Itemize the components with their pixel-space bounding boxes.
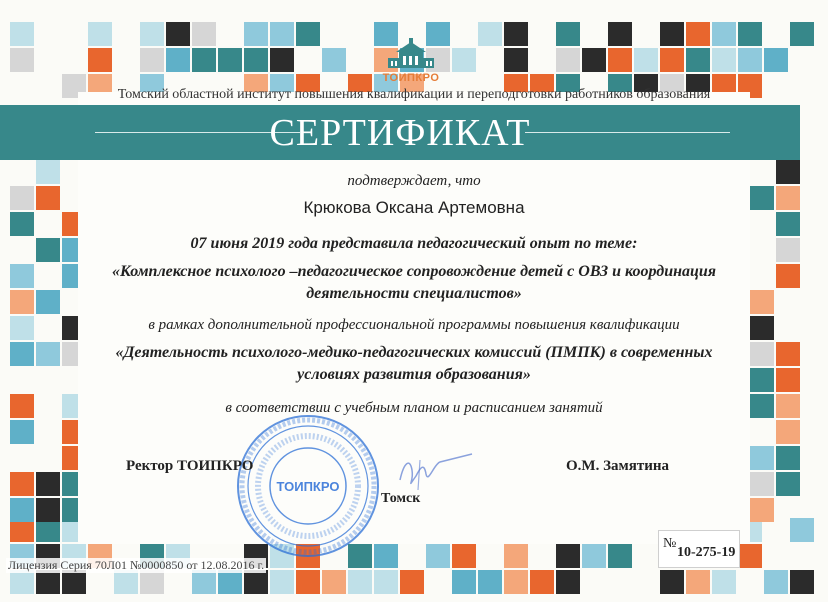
program-intro: в рамках дополнительной профессиональной программы повышения квалификации [148, 317, 680, 333]
title-banner [0, 105, 800, 160]
topic-line-2: деятельности специалистов» [306, 285, 522, 302]
institute-logo [366, 38, 456, 88]
institute-name: Томский областной институт повышения квалификации и переподготовки работников образования [117, 87, 711, 102]
certificate-title: СЕРТИФИКАТ [269, 112, 531, 154]
city: Томск [381, 491, 421, 506]
number-sign: № [663, 536, 677, 551]
topic-line-1: «Комплексное психолого –педагогическое сопровождение детей с ОВЗ и координация [111, 263, 717, 280]
official-stamp [228, 408, 388, 558]
certificate-number: 10-275-19 [677, 545, 736, 560]
certificate-number-box [658, 530, 740, 568]
license-text: Лицензия Серия 70Л01 №0000850 от 12.08.2016 г. [8, 558, 265, 572]
date-line: 07 июня 2019 года представила педагогический опыт по теме: [190, 235, 638, 252]
signatory-name: О.М. Замятина [566, 458, 669, 474]
recipient-name: Крюкова Оксана Артемовна [303, 198, 525, 217]
signatory-title: Ректор ТОИПКРО [126, 458, 254, 474]
schedule-note: в соответствии с учебным планом и расписанием занятий [225, 400, 603, 416]
logo-text: ТОИПКРО [382, 72, 440, 84]
program-line-1: «Деятельность психолого-медико-педагогических комиссий (ПМПК) в современных [115, 344, 713, 361]
stamp-text: ТОИПКРО [276, 479, 340, 494]
confirms-text: подтверждает, что [347, 173, 481, 189]
program-line-2: условиях развития образования» [297, 366, 531, 383]
building-icon [366, 38, 456, 74]
